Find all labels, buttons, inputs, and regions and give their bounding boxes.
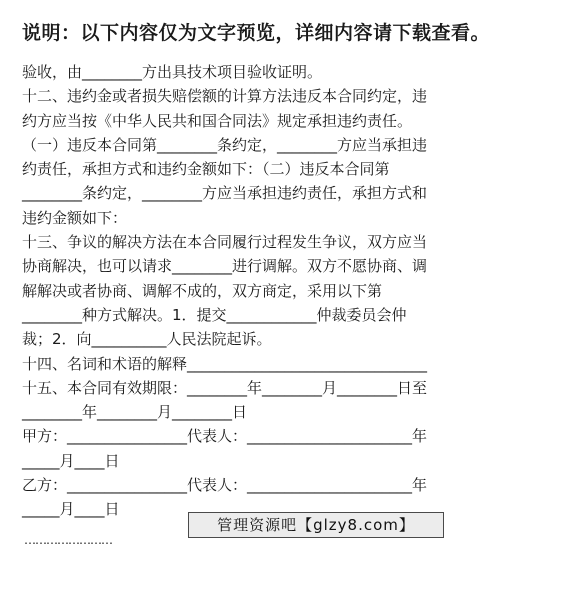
text-line: 乙方：________________代表人：______________________年 [22, 476, 428, 495]
text-line: 甲方：________________代表人：______________________年 [22, 427, 428, 446]
text-line: （一）违反本合同第________条约定，________方应当承担违 [22, 135, 428, 154]
text-line: 约责任，承担方式和违约金额如下：（二）违反本合同第 [22, 160, 390, 179]
document-body [22, 60, 562, 522]
text-line: 十三、争议的解决方法在本合同履行过程发生争议，双方应当 [22, 233, 428, 252]
text-line: 十五、本合同有效期限：________年________月________日至 [22, 378, 428, 397]
text-line: 违约金额如下： [22, 208, 128, 227]
text-line: ________种方式解决。1．提交____________仲裁委员会仲 [22, 305, 407, 324]
text-line: 十二、违约金或者损失赔偿额的计算方法违反本合同约定，违 [22, 87, 428, 106]
text-line: _____月____日 [22, 500, 120, 519]
text-line: ________年________月________日 [22, 403, 248, 422]
text-line: 解解决或者协商、调解不成的，双方商定，采用以下第 [22, 281, 383, 300]
ellipsis-dots: …………………… [24, 533, 112, 547]
text-line: 约方应当按《中华人民共和国合同法》规定承担违约责任。 [22, 111, 413, 130]
text-line: 十四、名词和术语的解释________________________________ [22, 354, 428, 373]
preview-notice: 说明：以下内容仅为文字预览，详细内容请下载查看。 [22, 22, 491, 44]
text-line: ________条约定，________方应当承担违约责任，承担方式和 [22, 184, 428, 203]
site-watermark-banner: 管理资源吧【glzy8.com】 [188, 512, 444, 538]
text-line: 协商解决，也可以请求________进行调解。双方不愿协商、调 [22, 257, 428, 276]
text-line: 裁；2．向__________人民法院起诉。 [22, 330, 272, 349]
text-line: 验收，由________方出具技术项目验收证明。 [22, 63, 323, 81]
text-line: _____月____日 [22, 451, 120, 470]
